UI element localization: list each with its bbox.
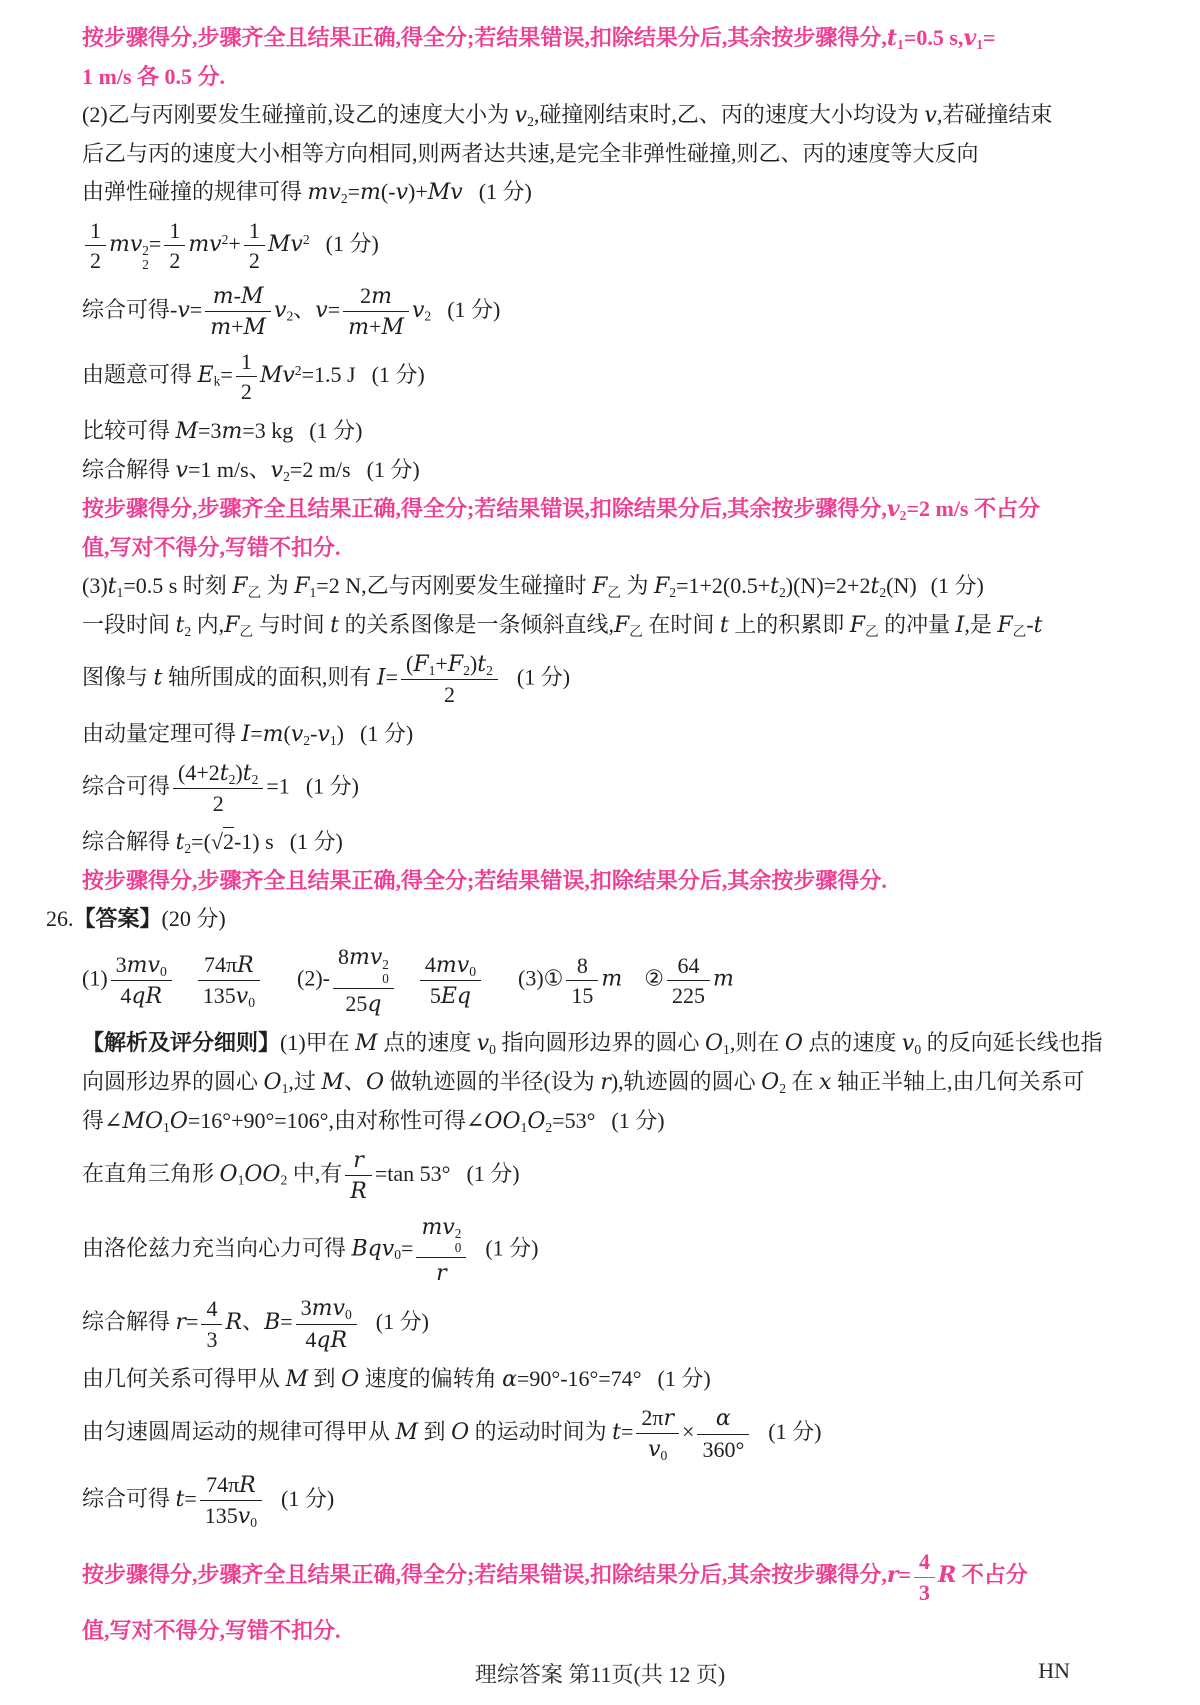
q25-ek: 由题意可得 $E_k=$ $\frac{1}{2}$ $Mv^2=1.5$ J (1 分) [82,349,425,405]
q25-impulse-area: 图像与 t 轴所围成的面积,则有 I= $\frac{(F_1+F_2)t_2}{2}$ (1 分) [82,650,571,708]
q25-combine-eq: 综合可得 $\frac{(4+2t_2)t_2}{2}$ =1 (1 分) [82,759,359,816]
q25-momentum-theorem: 由动量定理可得 $I=m(v_2-v_1)$ (1 分) [82,720,414,748]
q25-elastic-momentum: 由弹性碰撞的规律可得 $mv_2=m(-v)+Mv$ (1 分) [82,179,532,206]
q26-analysis-1: 【解析及评分细则】(1)甲在 M 点的速度 $v_0$ 指向圆形边界的圆心 $O_1$,则在 O 点的速度 $v_0$ 的反向延长线也指 [82,1029,1103,1057]
q26-answer-header: 26.【答案】(20 分) [46,906,226,932]
q25-speeds: 综合解得 v=1 m/s、$v_2=2$ m/s (1 分) [82,456,420,484]
grading-note-q26-2: 值,写对不得分,写错不扣分. [82,1617,341,1643]
q26-lorentz: 由洛伦兹力充当向心力可得 Bqv$_0$= mv 2 0 r (1 分) [82,1214,539,1286]
q25-part2-intro-2: 后乙与丙的速度大小相等方向相同,则两者达共速,是完全非弹性碰撞,则乙、丙的速度等大反向 [82,141,979,166]
q26-solve-rB: 综合解得 r= $\frac{4}{3}$ R、B= $\frac{3mv_0}{4qR}$ (1 分) [82,1295,429,1353]
grading-note-q25-2b-1: 按步骤得分,步骤齐全且结果正确,得全分;若结果错误,扣除结果分后,其余按步骤得分$,v_2=2$ m/s 不占分 [82,495,1040,523]
footer-page-label: 理综答案 第11页(共 12 页) [474,1662,726,1687]
q25-part2-intro-1: (2)乙与丙刚要发生碰撞前,设乙的速度大小为 $v_2$,碰撞刚结束时,乙、丙的速度大小均设为 v,若碰撞结束 [82,102,1053,129]
grading-note-q25-3: 按步骤得分,步骤齐全且结果正确,得全分;若结果错误,扣除结果分后,其余按步骤得分. [82,868,887,894]
grading-note-q25-2-tail-2: 1 m/s 各 0.5 分. [82,64,226,89]
q25-solve-t2: 综合解得 $t_2=(√2-1)$ s (1 分) [82,829,343,857]
footer-region-code: HN [1038,1658,1070,1683]
grading-note-q25-2-tail-1: 按步骤得分,步骤齐全且结果正确,得全分;若结果错误,扣除结果分后,其余按步骤得分$,t_1=0.5$ $s,v_1=$ [82,25,996,52]
q26-time-result: 综合可得 t= $\frac{74\pi R}{135v_0}$ (1 分) [82,1471,335,1530]
q25-part3-intro: $(3)t_1=0.5$ s 时刻 $F_乙$ 为 $F_1=2$ N,乙与丙刚要发生碰撞时 $F_乙$ 为 $F_2=1+2(0.5+t_2)(N)=2+2t_2(N)$ (1 分) [82,572,984,600]
q25-part3-line2: 一段时间 $t_2$ 内$,F_乙$ 与时间 t 的关系图像是一条倾斜直线$,F_乙$ 在时间 t 上的积累即 $F_乙$ 的冲量 I,是 $F_乙-t$ [82,611,1043,639]
q26-analysis-2: 向圆形边界的圆心 $O_1$,过 M、O 做轨迹圆的半径(设为 r),轨迹圆的圆心 $O_2$ 在 x 轴正半轴上,由几何关系可 [82,1068,1085,1096]
q25-mass: 比较可得 M=3m=3 kg (1 分) [82,417,363,444]
q26-time-formula: 由匀速圆周运动的规律可得甲从 M 到 O 的运动时间为 t= $\frac{2\pi r}{v_0}$ × $\frac{\alpha}{360^\circ}$ (1 分) [82,1404,822,1463]
grading-note-q26-1: 按步骤得分,步骤齐全且结果正确,得全分;若结果错误,扣除结果分后,其余按步骤得分,r= $\frac{4}{3}$ R 不占分 [82,1549,1028,1605]
q25-elastic-energy: $\frac{1}{2}$ mv 2 2 = $\frac{1}{2}$ $mv^2+$ $\frac{1}{2}$ Mv$^2$ (1 分) [82,218,1152,274]
q25-solve-v: 综合可得-v= $\frac{m-M}{m+M}$ $v_2$、v= $\frac{2m}{m+M}$ $v_2$ (1 分) [82,282,501,340]
q26-deflection: 由几何关系可得甲从 M 到 O 速度的偏转角 α=90°-16°=74° (1 分) [82,1365,711,1392]
grading-note-q25-2b-2: 值,写对不得分,写错不扣分. [82,534,341,560]
q26-answers: (1) $\frac{3mv_0}{4qR}$ $\frac{74\pi R}{135v_0}$ (2)- 8mv 2 0 25q $\frac{4mv_0}{5Eq}$ (3)① $\frac{8}{15}$ m ② $\frac{64}{225}$ m [82,944,734,1017]
q26-angles: 得$\angle MO_1O=16^\circ+90^\circ=106^\circ$,由对称性可得$\angle OO_1O_2=53^\circ$ (1 分) [82,1107,665,1135]
q26-triangle: 在直角三角形 $O_1OO_2$ 中,有 $\frac{r}{R}$ =tan 53° (1 分) [82,1147,520,1205]
page-footer [0,1658,1200,1689]
